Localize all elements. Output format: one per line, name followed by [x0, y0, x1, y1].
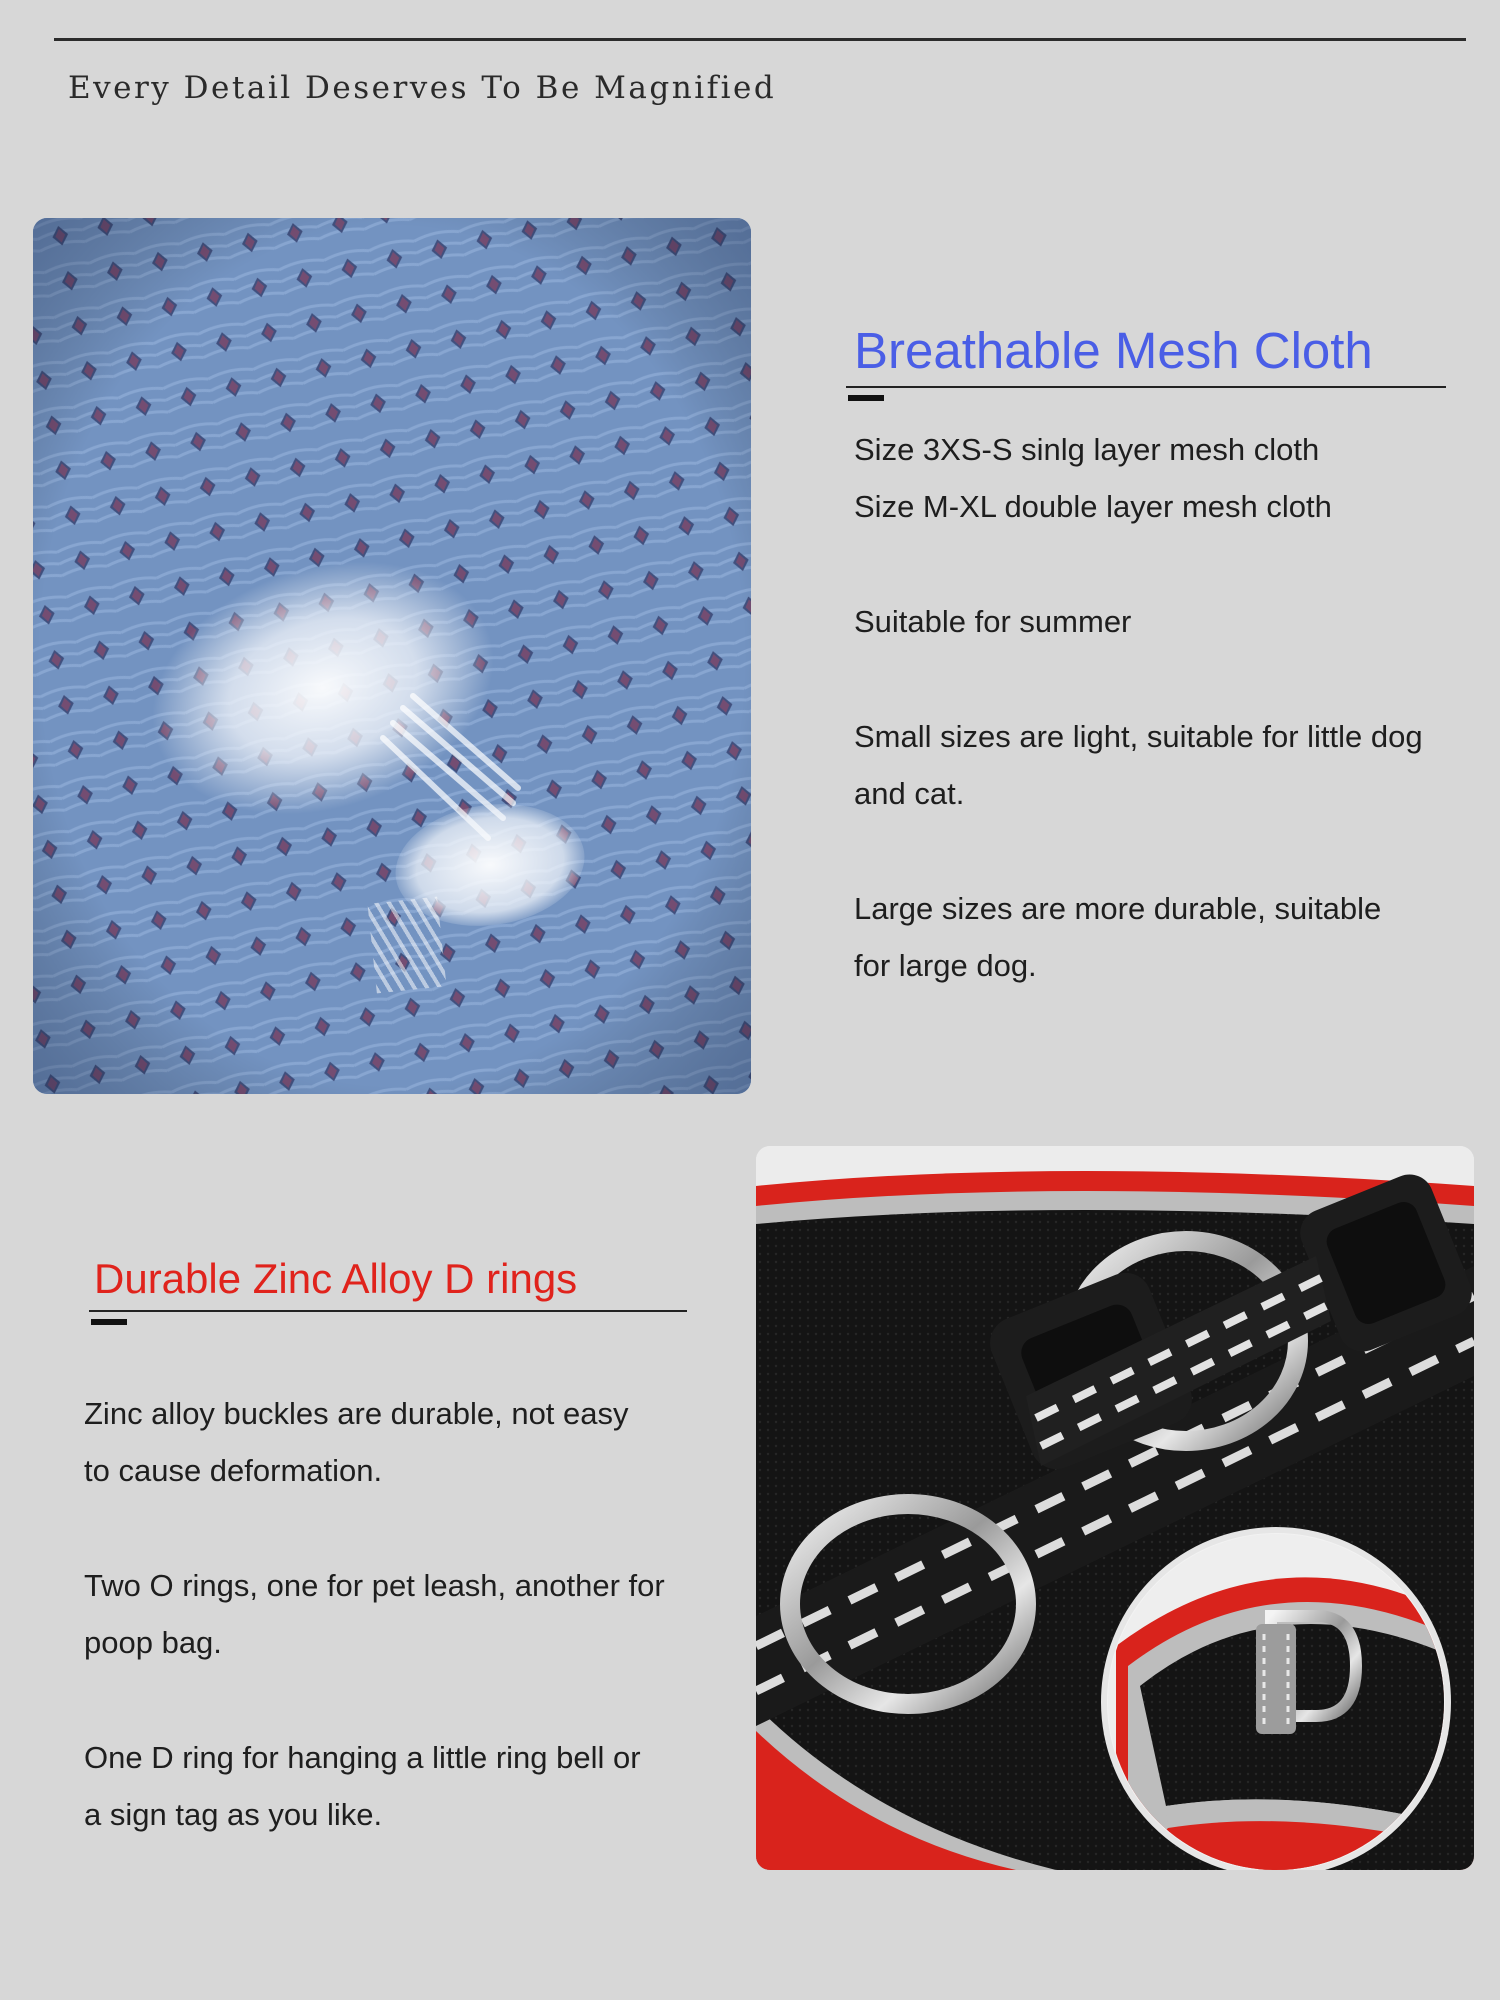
- mesh-text-line: and cat.: [854, 776, 965, 811]
- harness-rings-image: [756, 1146, 1474, 1870]
- mesh-text-line: Large sizes are more durable, suitable: [854, 891, 1382, 926]
- mesh-text-line: Size 3XS-S sinlg layer mesh cloth: [854, 432, 1320, 467]
- rings-text-line: Zinc alloy buckles are durable, not easy: [84, 1396, 629, 1431]
- page-tagline: Every Detail Deserves To Be Magnified: [68, 70, 777, 106]
- mesh-text-line: Suitable for summer: [854, 604, 1132, 639]
- rings-text-line: Two O rings, one for pet leash, another for: [84, 1568, 665, 1603]
- mesh-text-line: Size M-XL double layer mesh cloth: [854, 489, 1332, 524]
- airflow-streaks: [367, 897, 446, 994]
- rings-text-line: to cause deformation.: [84, 1453, 383, 1488]
- rings-text-line: One D ring for hanging a little ring bell or: [84, 1740, 641, 1775]
- harness-rings-photo: [756, 1146, 1474, 1870]
- top-divider: [54, 38, 1466, 41]
- mesh-text-line: for large dog.: [854, 948, 1037, 983]
- mesh-title-accent: [848, 395, 884, 401]
- rings-title-underline: [89, 1310, 687, 1312]
- rings-section-title: Durable Zinc Alloy D rings: [94, 1255, 578, 1302]
- mesh-section-title: Breathable Mesh Cloth: [854, 322, 1373, 379]
- rings-text-line: poop bag.: [84, 1625, 222, 1660]
- mesh-text-line: Small sizes are light, suitable for little dog: [854, 719, 1423, 754]
- mesh-title-underline: [846, 386, 1446, 388]
- rings-title-accent: [91, 1319, 127, 1325]
- rings-text-line: a sign tag as you like.: [84, 1797, 383, 1832]
